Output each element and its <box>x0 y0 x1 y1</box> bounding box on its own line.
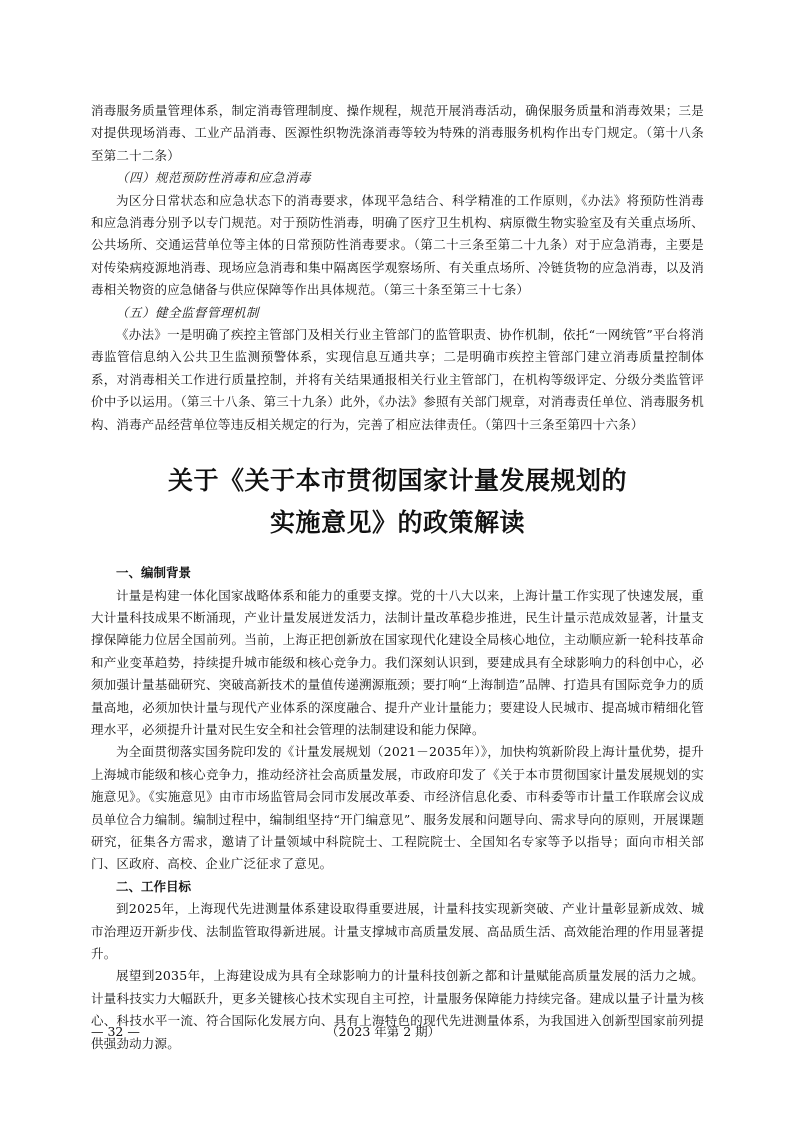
issue-label: （2023 年第 2 期） <box>326 1024 441 1039</box>
subsection-heading: （四）规范预防性消毒和应急消毒 <box>116 170 312 186</box>
document-page <box>91 100 704 1055</box>
page-number: — 32 — <box>91 1024 140 1039</box>
article-title-line-1: 关于《关于本市贯彻国家计量发展规划的 <box>167 466 627 496</box>
paragraph: 《办法》一是明确了疾控主管部门及相关行业主管部门的监管职责、协作机制，依托“一网统管”平台将消毒监管信息纳入公共卫生监测预警体系，实现信息互通共享；二是明确市疾控主管部门建立消毒质量控制体系，对消毒相关工作进行质量控制，并将有关结果通报相关行业主管部门，在机构等级评定、分级分类监管评价中予以运用。（第三十八条、第三十九条）此外，《办法》参照有关部门规章，对消毒责任单位、消毒服务机构、消毒产品经营单位等违反相关规定的行为，完善了相应法律责任。（第四十三条至第四十六条） <box>91 327 704 432</box>
article-title <box>91 460 704 544</box>
paragraph: 为全面贯彻落实国务院印发的《计量发展规划（2021－2035年）》，加快构筑新阶段上海计量优势，提升上海城市能级和核心竞争力，推动经济社会高质量发展，市政府印发了《关于本市贯彻国家计量发展规划的实施意见》。《实施意见》由市市场监管局会同市发展改革委、市经济信息化委、市科委等市计量工作联席会议成员单位合力编制。编制过程中，编制组坚持“开门编意见”、服务发展和问题导向、需求导向的原则，开展课题研究，征集各方需求，邀请了计量领域中科院院士、工程院院士、全国知名专家等予以指导；面向市相关部门、区政府、高校、企业广泛征求了意见。 <box>91 744 704 872</box>
section-heading: 一、编制背景 <box>116 565 192 581</box>
article-title-line-2: 实施意见》的政策解读 <box>269 508 525 538</box>
paragraph: 展望到2035年，上海建设成为具有全球影响力的计量科技创新之都和计量赋能高质量发展的活力之城。计量科技实力大幅跃升，更多关键核心技术实现自主可控，计量服务保障能力持续完备。建成以量子计量为核心、科技水平一流、符合国际化发展方向、具有上海特色的现代先进测量体系，为我国进入创新型国家前列提供强劲动力源。 <box>91 968 704 1051</box>
paragraph: 计量是构建一体化国家战略体系和能力的重要支撑。党的十八大以来，上海计量工作实现了快速发展，重大计量科技成果不断涌现，产业计量发展迸发活力，法制计量改革稳步推进，民生计量示范成效显著，计量支撑保障能力位居全国前列。当前，上海正把创新放在国家现代化建设全局核心地位，主动顺应新一轮科技革命和产业变革趋势，持续提升城市能级和核心竞争力。我们深刻认识到，要建成具有全球影响力的科创中心，必须加强计量基础研究、突破高新技术的量值传递溯源瓶颈；要打响“上海制造”品牌、打造具有国际竞争力的质量高地，必须加快计量与现代产业体系的深度融合、提升产业计量能力；要建设人民城市、提高城市精细化管理水平，必须提升计量对民生安全和社会管理的法制建设和能力保障。 <box>91 587 704 737</box>
page-footer <box>91 1022 704 1042</box>
subsection-heading: （五）健全监督管理机制 <box>116 304 260 320</box>
section-heading: 二、工作目标 <box>116 878 192 894</box>
paragraph: 到2025年，上海现代先进测量体系建设取得重要进展，计量科技实现新突破、产业计量彰显新成效、城市治理迈开新步伐、法制监管取得新进展。计量支撑城市高质量发展、高品质生活、高效能治理的作用显著提升。 <box>91 901 704 961</box>
paragraph: 为区分日常状态和应急状态下的消毒要求，体现平急结合、科学精准的工作原则，《办法》将预防性消毒和应急消毒分别予以专门规范。对于预防性消毒，明确了医疗卫生机构、病原微生物实验室及有关重点场所、公共场所、交通运营单位等主体的日常预防性消毒要求。（第二十三条至第二十九条）对于应急消毒，主要是对传染病疫源地消毒、现场应急消毒和集中隔离医学观察场所、有关重点场所、冷链货物的应急消毒，以及消毒相关物资的应急储备与供应保障等作出具体规范。（第三十条至第三十七条） <box>91 192 704 298</box>
paragraph: 消毒服务质量管理体系，制定消毒管理制度、操作规程，规范开展消毒活动，确保服务质量和消毒效果；三是对提供现场消毒、工业产品消毒、医源性织物洗涤消毒等较为特殊的消毒服务机构作出专门规定。（第十八条至第二十二条） <box>91 103 704 163</box>
